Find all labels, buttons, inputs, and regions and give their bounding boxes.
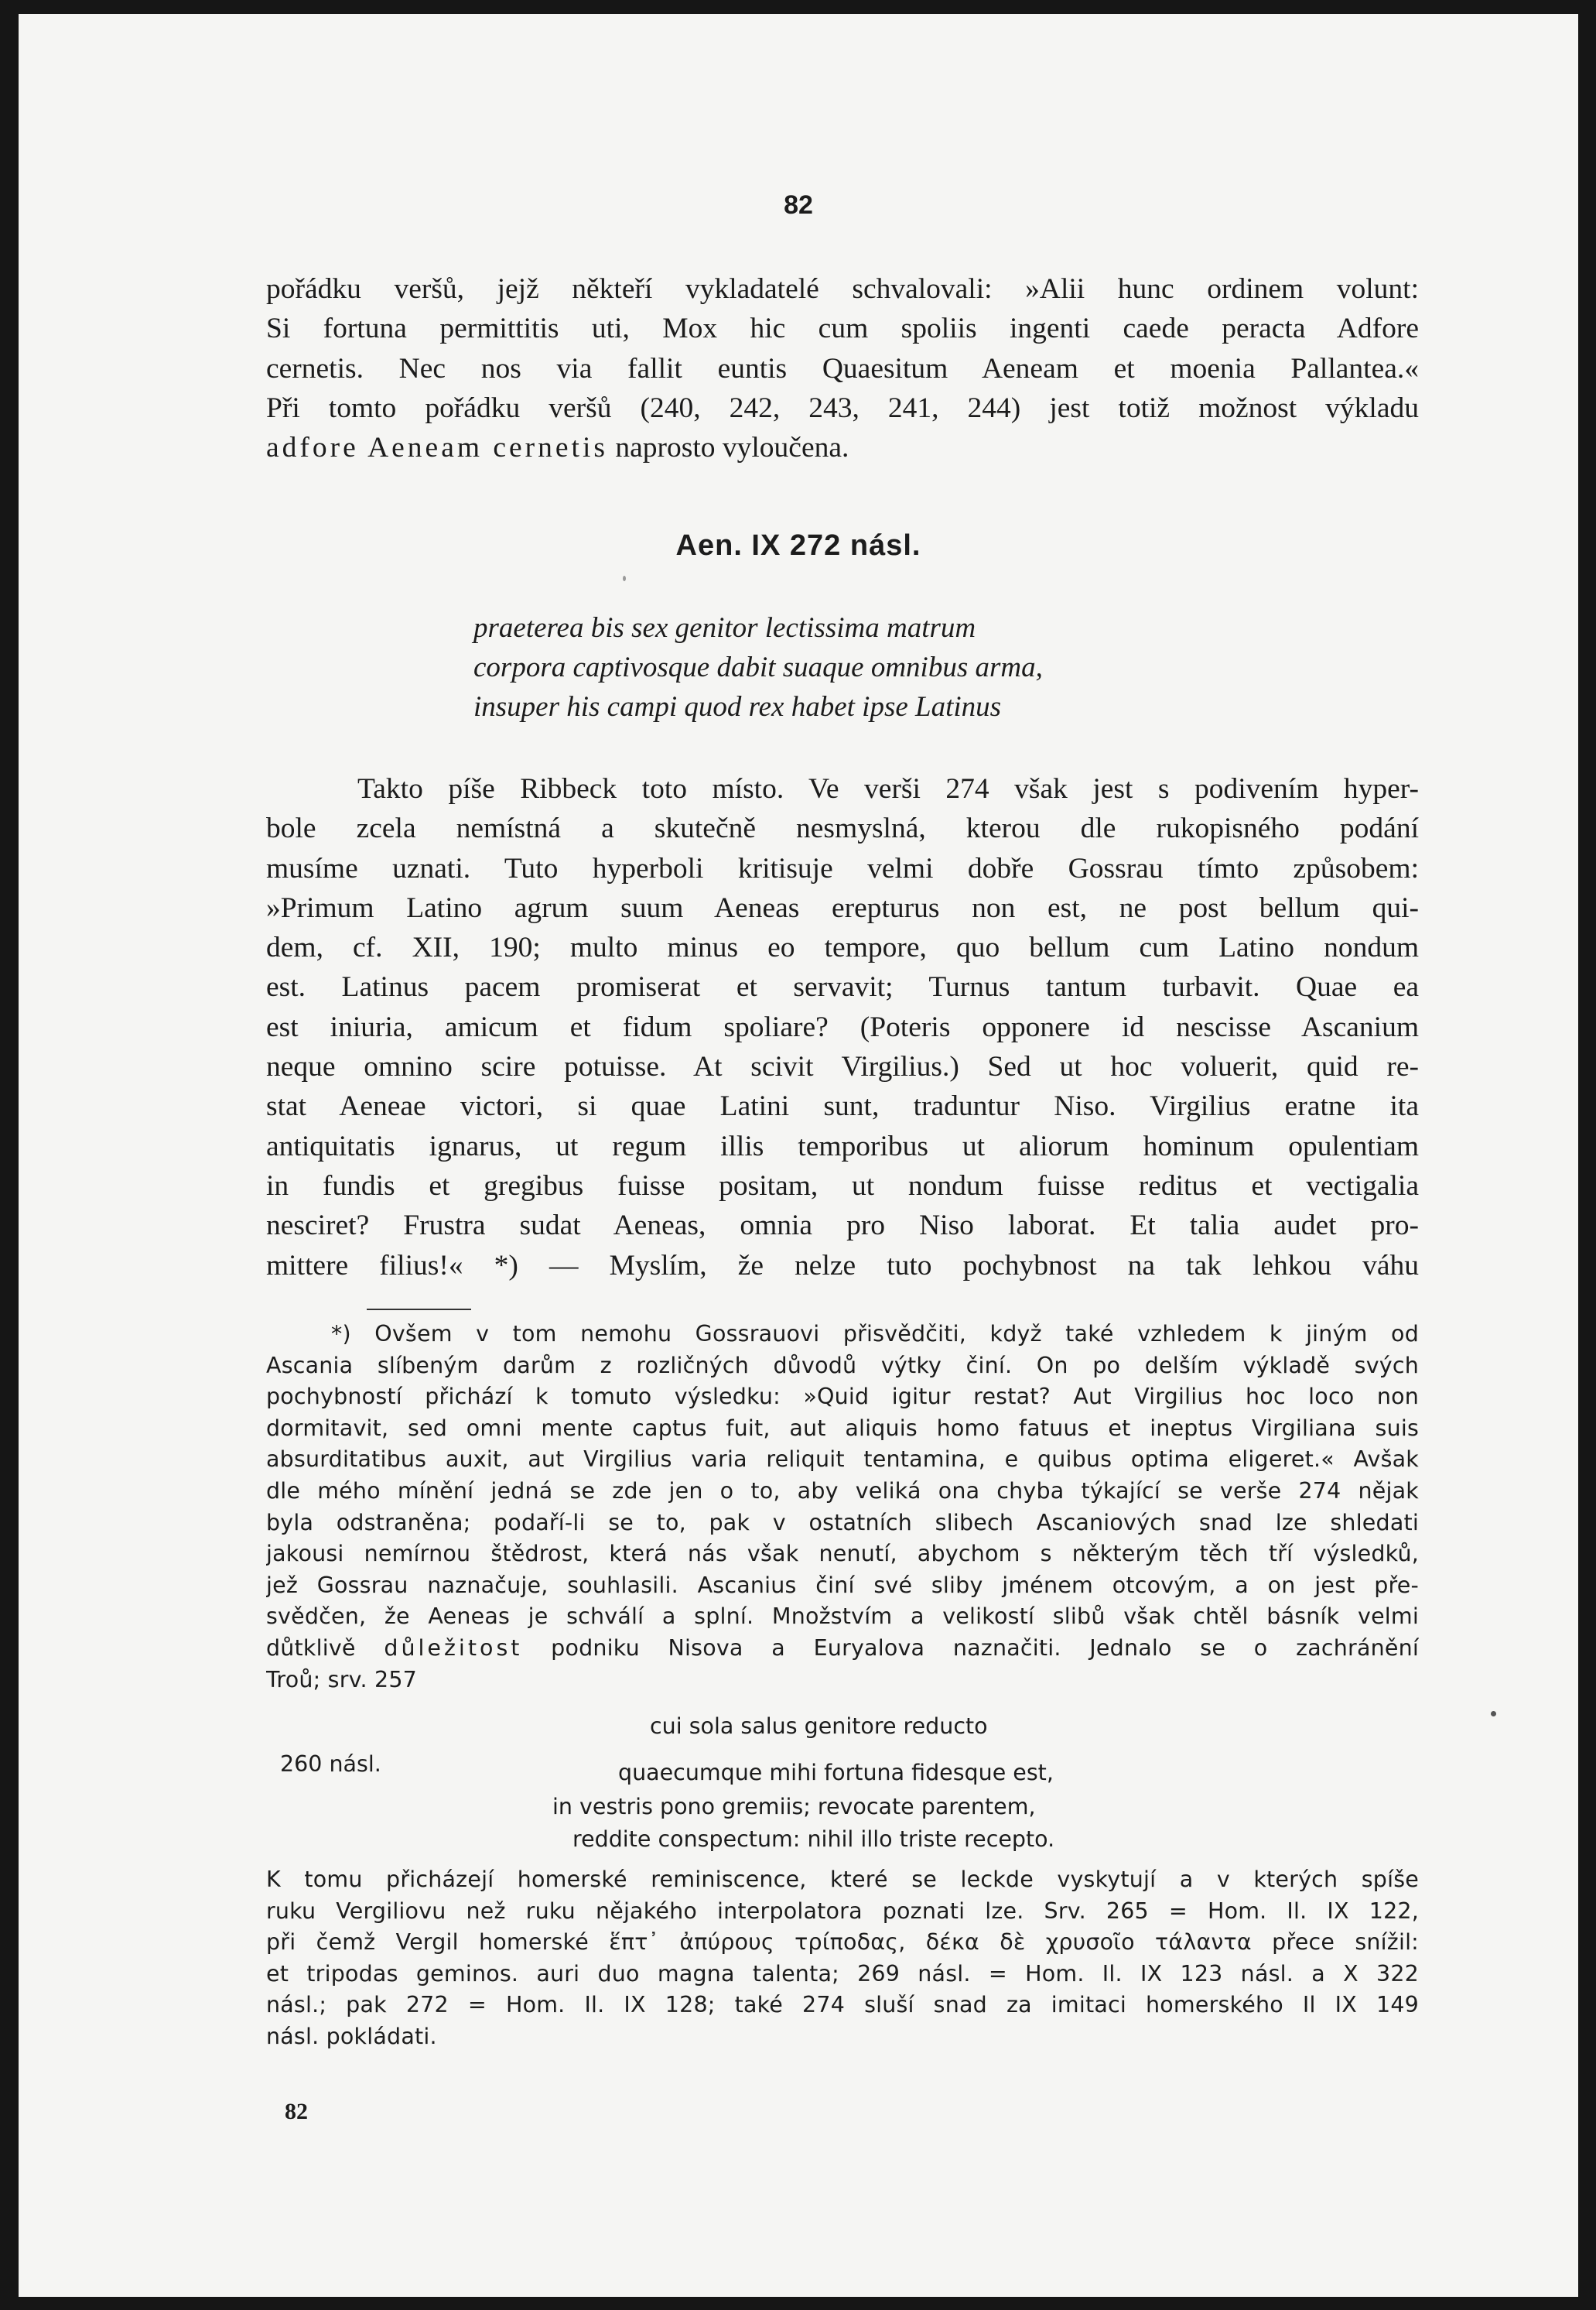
footnote-verse-line: quaecumque mihi fortuna fidesque est, (618, 1760, 1054, 1785)
footnote-line (266, 1633, 1419, 1665)
text-line: in fundis et gregibus fuisse positam, ut nondum fuisse reditus et vectigalia (266, 1169, 1419, 1202)
page-number-bottom: 82 (285, 2099, 308, 2124)
footnote-line: jež Gossrau naznačuje, souhlasili. Ascanius činí své sliby jménem otcovým, a on jest pře- (266, 1572, 1419, 1598)
footnote-line: *) Ovšem v tom nemohu Gossrauovi přisvědčiti, když také vzhledem k jiným od (331, 1321, 1419, 1347)
paragraph-main (266, 769, 1419, 1285)
scan-speck (623, 576, 626, 581)
text-line: nesciret? Frustra sudat Aeneas, omnia pro Niso laborat. Et talia audet pro- (266, 1210, 1419, 1242)
text-line (266, 428, 1419, 467)
footnote-line: et tripodas geminos. auri duo magna talenta; 269 násl. = Hom. Il. IX 123 násl. a X 322 (266, 1960, 1419, 1987)
text-line: antiquitatis ignarus, ut regum illis temporibus ut aliorum hominum opulentiam (266, 1130, 1419, 1162)
text-line: »Primum Latino agrum suum Aeneas erepturus non est, ne post bellum qui- (266, 891, 1419, 924)
text-line: bole zcela nemístná a skutečně nesmyslná, kterou dle rukopisného podání (266, 813, 1419, 845)
footnote-line: dormitavit, sed omni mente captus fuit, aut aliquis homo fatuus et ineptus Virgiliana suis (266, 1415, 1419, 1441)
text-line: neque omnino scire potuisse. At scivit Virgilius.) Sed ut hoc voluerit, quid re- (266, 1051, 1419, 1083)
footnote-line: ruku Vergiliovu než ruku nějakého interpolatora poznati lze. Srv. 265 = Hom. Il. IX 122, (266, 1898, 1419, 1924)
scan-speck (1491, 1711, 1496, 1716)
text-line: Si fortuna permittitis uti, Mox hic cum spoliis ingenti caede peracta Adfore (266, 313, 1419, 345)
footnote-line: násl.; pak 272 = Hom. Il. IX 128; také 274 sluší snad za imitaci homerského Il IX 149 (266, 1992, 1419, 2018)
text-line: est. Latinus pacem promiserat et servavit; Turnus tantum turbavit. Quae ea (266, 971, 1419, 1004)
footnote-line: svědčen, že Aeneas je schválí a splní. Množstvím a velikostí slibů však chtěl básník velmi (266, 1603, 1419, 1630)
footnote-rule (367, 1309, 471, 1310)
spaced-emphasis: důležitost (384, 1634, 523, 1661)
footnote-line: při čemž Vergil homerské ἕπτ᾽ ἀπύρους τρίποδας, δέκα δὲ χρυσοῖο τάλαντα přece snížil: (266, 1929, 1419, 1956)
text-line: stat Aeneae victori, si quae Latini sunt, traduntur Niso. Virgilius eratne ita (266, 1090, 1419, 1123)
text-line: Při tomto pořádku veršů (240, 242, 243, 241, 244) jest totiž možnost výkladu (266, 392, 1419, 424)
footnote-line: absurditatibus auxit, aut Virgilius varia reliquit tentamina, e quibus optima eligeret.« Avšak (266, 1446, 1419, 1473)
text-line: pořádku veršů, jejž někteří vykladatelé schvalovali: »Alii hunc ordinem volunt: (266, 273, 1419, 305)
footnote-line: Ascania slíbeným darům z rozličných důvodů výtky činí. On po delším výkladě svých (266, 1352, 1419, 1378)
footnote-continuation (266, 1864, 1419, 2053)
footnote-line: byla odstraněna; podaří-li se to, pak v ostatních slibech Ascaniových snad lze shledati (266, 1509, 1419, 1535)
text-line: est iniuria, amicum et fidum spoliare? (Poteris opponere id nescisse Ascanium (266, 1011, 1419, 1043)
text-line: mittere filius!« *) — Myslím, že nelze tuto pochybnost na tak lehkou váhu (266, 1249, 1419, 1282)
footnote-verse-line: cui sola salus genitore reducto (650, 1713, 988, 1739)
paragraph-intro (266, 269, 1419, 467)
text-line: musíme uznati. Tuto hyperboli kritisuje velmi dobře Gossrau tímto způsobem: (266, 852, 1419, 885)
text-fragment: podniku Nisova a Euryalova naznačiti. Jednalo se o zachránění (522, 1634, 1419, 1661)
footnote-verse-line: reddite conspectum: nihil illo triste recepto. (572, 1826, 1055, 1852)
footnote-line: pochybností přichází k tomuto výsledku: »Quid igitur restat? Aut Virgilius hoc loco non (266, 1384, 1419, 1410)
scanned-page (19, 14, 1578, 2297)
text-fragment: naprosto vyloučena. (607, 432, 849, 464)
text-line: dem, cf. XII, 190; multo minus eo tempore, quo bellum cum Latino nondum (266, 932, 1419, 964)
text-fragment: důtklivě (266, 1634, 384, 1661)
footnote-line: K tomu přicházejí homerské reminiscence, které se leckde vyskytují a v kterých spíše (266, 1867, 1419, 1892)
footnote-verse-line: in vestris pono gremiis; revocate parentem, (552, 1794, 1036, 1819)
footnote-line: dle mého mínění jedná se zde jen o to, aby veliká ona chyba týkající se verše 274 nějak (266, 1477, 1419, 1504)
footnote-verse-label: 260 násl. (280, 1751, 381, 1777)
footnote-line: jakousi nemírnou štědrost, která nás však nenutí, abychom s některým těch tří výsledků, (266, 1541, 1419, 1567)
footnote-line: násl. pokládati. (266, 2023, 437, 2049)
verse-line: praeterea bis sex genitor lectissima matrum (473, 612, 976, 644)
footnote-line: Troů; srv. 257 (266, 1666, 418, 1692)
footnote (266, 1319, 1419, 1696)
verse-quote (473, 608, 1043, 727)
verse-line: insuper his campi quod rex habet ipse Latinus (473, 691, 1002, 723)
text-line: cernetis. Nec nos via fallit euntis Quaesitum Aeneam et moenia Pallantea.« (266, 352, 1419, 385)
section-heading: Aen. IX 272 násl. (675, 529, 921, 562)
verse-line: corpora captivosque dabit suaque omnibus arma, (473, 652, 1043, 683)
spaced-emphasis: adfore Aeneam cernetis (266, 432, 608, 464)
page-number-top: 82 (784, 190, 813, 220)
text-line: Takto píše Ribbeck toto místo. Ve verši 274 však jest s podivením hyper- (357, 773, 1419, 805)
